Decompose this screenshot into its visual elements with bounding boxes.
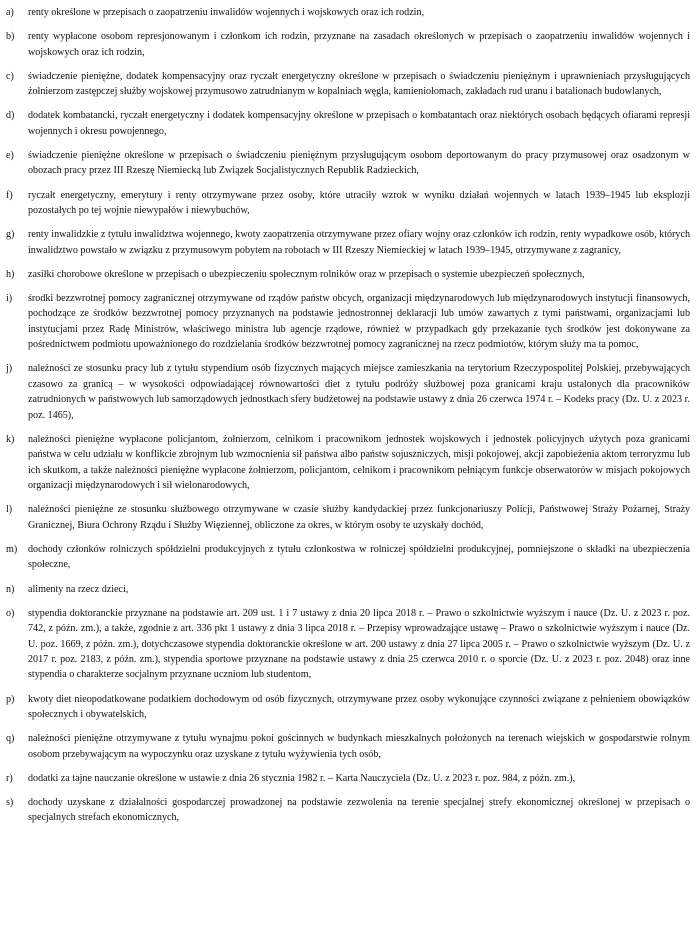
item-letter: e)	[6, 150, 14, 162]
item-text: świadczenie pieniężne, dodatek kompensacyjny oraz ryczałt energetyczny określone w przepisach o świadczeniu pieniężnym i uprawnieniach przysługujących żołnierzom zastępczej służby wojskowej przymusowo zatrudnianym w kopalniach węgla, kamieniołomach, zakładach rud uranu i batalionach budowlanych,	[28, 70, 690, 98]
list-item-b	[6, 29, 690, 60]
list-item-n	[6, 582, 690, 597]
item-text: świadczenie pieniężne określone w przepisach o świadczeniu pieniężnym przysługującym osobom deportowanym do pracy przymusowej oraz osadzonym w obozach pracy przez III Rzeszę Niemiecką lub Związek Socjalistycznych Republik Radzieckich,	[28, 150, 690, 177]
item-text: należności pieniężne otrzymywane z tytułu wynajmu pokoi gościnnych w budynkach mieszkalnych położonych na terenach wiejskich w gospodarstwie rolnym osobom przebywającym na wypoczynku oraz uzyskane z tytułu wyżywienia tych osób,	[28, 733, 690, 760]
item-letter: f)	[6, 189, 13, 201]
item-letter: q)	[6, 733, 15, 745]
item-letter: j)	[6, 363, 13, 375]
item-letter: c)	[6, 70, 14, 82]
list-item-q	[6, 731, 690, 762]
item-text: kwoty diet nieopodatkowane podatkiem dochodowym od osób fizycznych, otrzymywane przez osoby wykonujące czynności związane z pełnieniem obowiązków społecznych i obywatelskich,	[28, 693, 690, 720]
item-text: środki bezzwrotnej pomocy zagranicznej otrzymywane od rządów państw obcych, organizacji międzynarodowych lub międzynarodowych instytucji finansowych, pochodzące ze środków bezzwrotnej pomocy przyznanych na podstawie jednostronnej deklaracji lub umów zawartych z tymi państwami, organizacjami lub instytucjami przez Radę Ministrów, właściwego ministra lub agencje rządowe, również w przypadkach gdy przekazanie tych środków jest dokonywane za pośrednictwem podmiotu upoważnionego do rozdzielania środków bezzwrotnej pomocy zagranicznej na rzecz podmiotów, którym służy ma ta pomoc,	[28, 293, 690, 351]
item-letter: o)	[6, 607, 15, 619]
item-letter: p)	[6, 693, 15, 705]
item-letter: s)	[6, 797, 14, 808]
list-item-r	[6, 771, 690, 786]
item-text: zasiłki chorobowe określone w przepisach o ubezpieczeniu społecznym rolników oraz w przepisach o systemie ubezpieczeń społecznych,	[28, 268, 585, 280]
list-item-h	[6, 267, 690, 282]
item-text: dochody uzyskane z działalności gospodarczej prowadzonej na podstawie zezwolenia na terenie specjalnej strefy ekonomicznej określonej w przepisach o specjalnych strefach ekonomicznych,	[28, 797, 690, 824]
list-item-f	[6, 188, 690, 219]
list-item-j	[6, 361, 690, 423]
list-item-l	[6, 502, 690, 533]
list-item-i	[6, 291, 690, 353]
list-item-g	[6, 227, 690, 258]
item-text: ryczałt energetyczny, emerytury i renty otrzymywane przez osoby, które utraciły wzrok w wyniku działań wojennych w latach 1939–1945 lub eksplozji pozostałych po tej wojnie niewypałów i niewybuchów,	[28, 189, 690, 217]
item-text: stypendia doktoranckie przyznane na podstawie art. 209 ust. 1 i 7 ustawy z dnia 20 lipca 2018 r. – Prawo o szkolnictwie wyższym i nauce (Dz. U. z 2023 r. poz. 742, z późn. zm.), a także, zgodnie z art. 336 pkt 1 ustawy z dnia 3 lipca 2018 r. – Przepisy wprowadzające ustawę – Prawo o szkolnictwie wyższym i nauce (Dz. U. poz. 1669, z późn. zm.), dotychczasowe stypendia doktoranckie określone w art. 200 ustawy z dnia 27 lipca 2005 r. – Prawo o szkolnictwie wyższym (Dz. U. z 2017 r. poz. 2183, z późn. zm.), stypendia sportowe przyznane na podstawie ustawy z dnia 25 czerwca 2010 r. o sporcie (Dz. U. z 2023 r. poz. 2048) oraz inne stypendia o charakterze socjalnym przyznane uczniom lub studentom,	[28, 607, 690, 681]
income-items-list	[6, 5, 690, 835]
item-text: renty określone w przepisach o zaopatrzeniu inwalidów wojennych i wojskowych oraz ich rodzin,	[28, 7, 425, 18]
item-letter: r)	[6, 772, 13, 784]
item-text: należności pieniężne ze stosunku służbowego otrzymywane w czasie służby kandydackiej przez funkcjonariuszy Policji, Państwowej Straży Pożarnej, Straży Granicznej, Biura Ochrony Rządu i Służby Więziennej, obliczone za okres, w którym osoby te uzyskały dochód,	[28, 504, 690, 531]
list-item-s	[6, 795, 690, 826]
item-text: dodatek kombatancki, ryczałt energetyczny i dodatek kompensacyjny określone w przepisach o kombatantach oraz niektórych osobach będących ofiarami represji wojennych i okresu powojennego,	[28, 110, 690, 137]
item-letter: m)	[6, 543, 18, 555]
item-text: należności pieniężne wypłacone policjantom, żołnierzom, celnikom i pracownikom jednostek wojskowych i jednostek policyjnych użytych poza granicami państwa w celu udziału w konflikcie zbrojnym lub wzmocnienia sił państwa albo państw sojuszniczych, misji pokojowej, akcji zapobieżenia aktom terroryzmu lub ich skutkom, a także należności pieniężne wypłacone żołnierzom, policjantom, celnikom i pracownikom pełniącym funkcje obserwatorów w misjach pokojowych organizacji międzynarodowych i sił wielonarodowych,	[28, 433, 690, 492]
item-letter: d)	[6, 110, 15, 122]
list-item-o	[6, 606, 690, 683]
list-item-d	[6, 108, 690, 139]
item-letter: k)	[6, 433, 15, 445]
list-item-e	[6, 148, 690, 179]
item-letter: h)	[6, 268, 15, 280]
list-item-k	[6, 432, 690, 494]
list-item-c	[6, 69, 690, 100]
list-item-m	[6, 542, 690, 573]
list-item-p	[6, 692, 690, 723]
item-text: dodatki za tajne nauczanie określone w ustawie z dnia 26 stycznia 1982 r. – Karta Nauczyciela (Dz. U. z 2023 r. poz. 984, z późn. zm.),	[28, 772, 576, 784]
item-letter: i)	[6, 293, 13, 305]
item-letter: a)	[6, 7, 14, 18]
item-text: renty inwalidzkie z tytułu inwalidztwa wojennego, kwoty zaopatrzenia otrzymywane przez ofiary wojny oraz członków ich rodzin, renty wypadkowe osób, których inwalidztwo powstało w związku z przymusowym pobytem na robotach w III Rzeszy Niemieckiej w latach 1939–1945, otrzymywane z zagranicy,	[28, 229, 690, 256]
item-letter: b)	[6, 31, 15, 43]
item-letter: g)	[6, 229, 15, 241]
item-text: alimenty na rzecz dzieci,	[28, 583, 129, 595]
item-letter: n)	[6, 583, 15, 595]
item-text: renty wypłacone osobom represjonowanym i członkom ich rodzin, przyznane na zasadach określonych w przepisach o zaopatrzeniu inwalidów wojennych i wojskowych oraz ich rodzin,	[28, 31, 690, 58]
item-text: należności ze stosunku pracy lub z tytułu stypendium osób fizycznych mających miejsce zamieszkania na terytorium Rzeczypospolitej Polskiej, przebywających czasowo za granicą – w wysokości odpowiadającej równowartości diet z tytułu podróży służbowej poza granicami kraju ustalonych dla pracowników zatrudnionych w państwowych lub samorządowych jednostkach sfery budżetowej na podstawie ustawy z dnia 26 czerwca 1974 r. – Kodeks pracy (Dz. U. z 2023 r. poz. 1465),	[28, 363, 690, 421]
item-letter: l)	[6, 504, 13, 516]
list-item-a	[6, 5, 690, 20]
item-text: dochody członków rolniczych spółdzielni produkcyjnych z tytułu członkostwa w rolniczej spółdzielni produkcyjnej, pomniejszone o składki na ubezpieczenia społeczne,	[28, 543, 690, 571]
